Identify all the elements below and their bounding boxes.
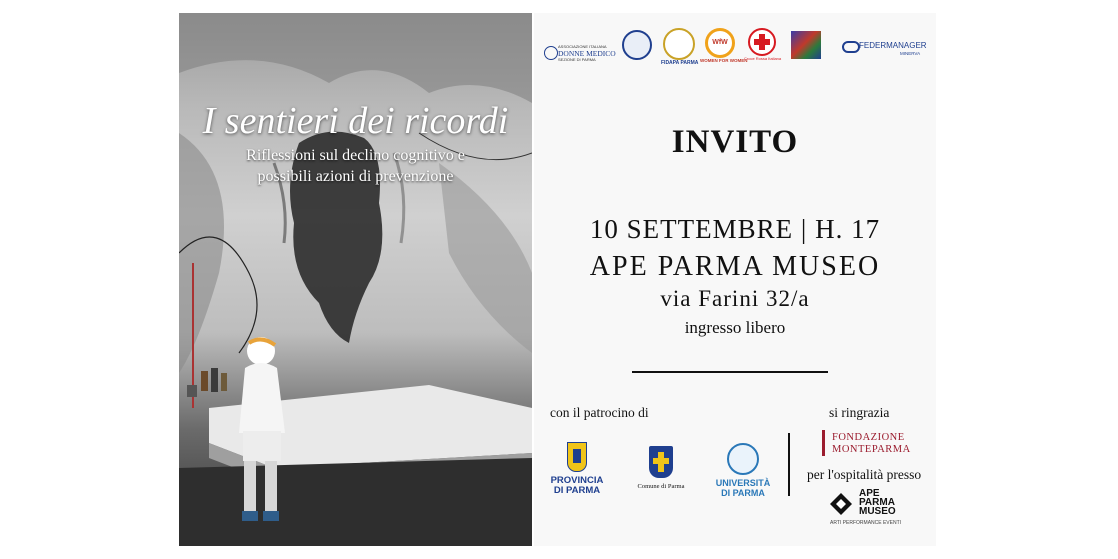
provincia-line2: DI PARMA [553, 485, 601, 496]
wfw-logo [700, 28, 748, 64]
cover-subtitle-1: Riflessioni sul declino cognitivo e [246, 147, 465, 164]
provincia-shield-icon [567, 442, 587, 472]
cover-subtitle-2: possibili azioni di prevenzione [257, 168, 454, 185]
globe-icon [544, 46, 558, 60]
federmanager-sub: MINERVA [900, 51, 921, 56]
event-entry: ingresso libero [684, 318, 786, 337]
ape-mark-icon [828, 491, 854, 517]
cave-scene [179, 13, 532, 546]
universita-di-parma-logo [710, 443, 776, 498]
comune-crest-icon [649, 446, 673, 478]
fondazione-monteparma-logo [822, 430, 912, 460]
thanks-label: si ringrazia [829, 405, 890, 420]
ape-line2: PARMA [859, 497, 895, 508]
unipr-seal-icon [727, 443, 759, 475]
comune-label: Comune di Parma [637, 483, 685, 490]
fondazione-line2: MONTEPARMA [832, 444, 911, 455]
patronage-label: con il patrocino di [550, 405, 649, 420]
cover-photo [179, 13, 532, 546]
donne-medico-sub: SEZIONE DI PARMA [558, 57, 596, 62]
comune-di-parma-logo [630, 446, 692, 490]
red-cross-icon [748, 28, 776, 56]
divider [632, 371, 828, 373]
unipr-line1: UNIVERSITÀ [715, 478, 771, 488]
event-address: via Farini 32/a [660, 286, 810, 311]
painting-icon [791, 31, 821, 59]
fondazione-line1: FONDAZIONE [832, 432, 905, 443]
ape-line3: MUSEO [859, 506, 896, 517]
seal-logo [622, 30, 652, 60]
ape-parma-museo-logo [828, 489, 918, 529]
fondazione-mark-icon [822, 430, 825, 456]
fidapa-label: FIDAPA PARMA [661, 60, 699, 66]
vertical-divider [788, 433, 790, 496]
event-date-time: 10 SETTEMBRE | H. 17 [589, 214, 881, 244]
hospitality-label: per l'ospitalità presso [807, 467, 922, 482]
provincia-line1: PROVINCIA [550, 475, 604, 486]
fidapa-logo [661, 28, 697, 66]
seal-icon [622, 30, 652, 60]
donne-medico-label: DONNE MEDICO [558, 49, 616, 58]
provincia-di-parma-logo [544, 442, 610, 496]
event-venue: APE PARMA MUSEO [589, 251, 881, 282]
cover-title: I sentieri dei ricordi [202, 100, 509, 142]
sponsor-logo-row [542, 28, 927, 72]
wfw-badge-icon: WfW [705, 28, 735, 58]
donne-medico-small: ASSOCIAZIONE ITALIANA [558, 44, 607, 49]
painting-logo [788, 31, 824, 59]
federmanager-icon [842, 41, 860, 53]
cri-logo [744, 28, 780, 62]
fidapa-emblem-icon [663, 28, 695, 60]
ape-line1: APE [859, 488, 880, 499]
invito-heading: INVITO [671, 124, 799, 160]
unipr-line2: DI PARMA [721, 488, 765, 498]
wfw-label: WOMEN FOR WOMEN [700, 58, 748, 63]
ape-sub: ARTI PERFORMANCE EVENTI [830, 520, 902, 526]
federmanager-label: FEDERMANAGER [859, 41, 927, 50]
cri-label: Croce Rossa Italiana [744, 56, 782, 61]
